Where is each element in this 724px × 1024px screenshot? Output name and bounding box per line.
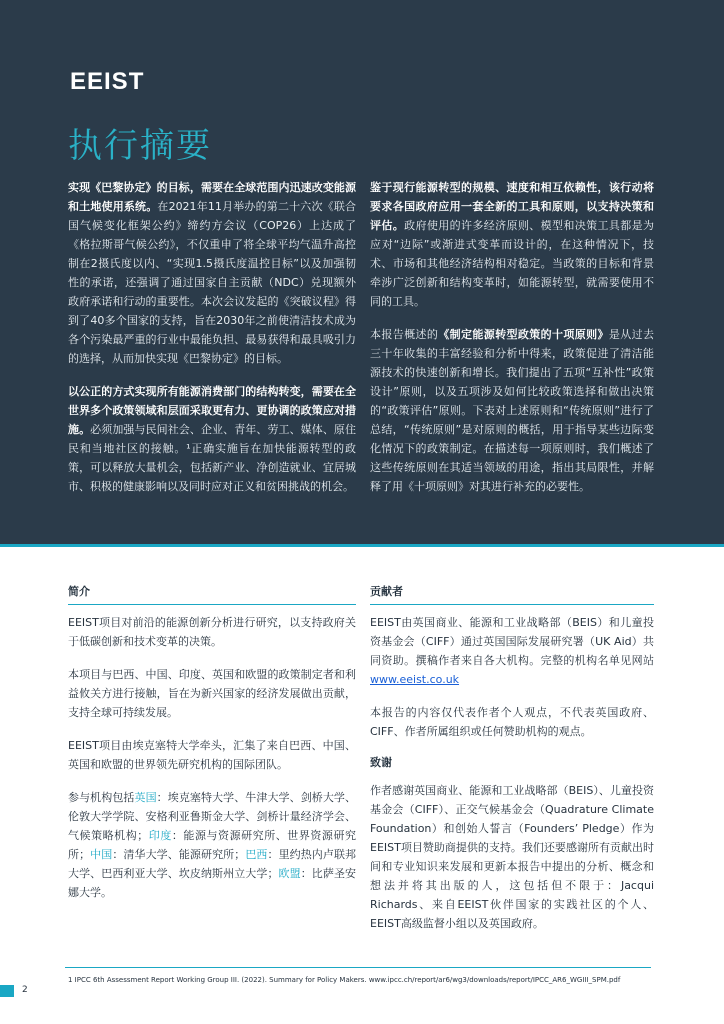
intro-heading: 简介 (68, 584, 356, 605)
page-marker (0, 985, 14, 997)
summary-lead-4: 《制定能源转型政策的十项原则》 (438, 328, 609, 341)
intro-paragraph-4 (68, 788, 356, 902)
intro-paragraph-1: EEIST项目对前沿的能源创新分析进行研究，以支持政府关于低碳创新和技术变革的决策。 (68, 616, 356, 648)
country-india: 印度 (148, 829, 172, 842)
summary-paragraph-4 (370, 325, 654, 496)
participants-uk: ：埃克塞特大学、牛津大学、剑桥大学、伦敦大学学院、安格利亚鲁斯金大学、剑桥计量经济学会、气候策略机构； (68, 791, 357, 842)
participants-eu: ：比萨圣安娜大学。 (68, 867, 357, 899)
country-eu: 欧盟 (278, 867, 301, 880)
contributors-text: EEIST由英国商业、能源和工业战略部（BEIS）和儿童投资基金会（CIFF）通过英国国际发展研究署（UK Aid）共同资助。撰稿作者来自各大机构。完整的机构名单见网站 (370, 616, 654, 667)
summary-pre-4: 本报告概述的 (370, 328, 439, 341)
summary-paragraph-2 (68, 382, 356, 496)
summary-lead-1: 实现《巴黎协定》的目标，需要在全球范围内迅速改变能源和土地使用系统。 (68, 181, 356, 213)
participants-china: ：清华大学、能源研究所； (112, 848, 246, 861)
country-china: 中国 (90, 848, 113, 861)
summary-text-3: 政府使用的许多经济原则、模型和决策工具都是为应对“边际”或渐进式变革而设计的，在这种情况下，技术、市场和其他经济结构相对稳定。当政策的目标和背景牵涉广泛创新和结构变革时，如能源转型，就需要使用不同的工具。 (370, 219, 654, 308)
contributors-heading: 贡献者 (370, 584, 654, 605)
participants-brazil: ：里约热内卢联邦大学、巴西利亚大学、坎皮纳斯州立大学； (68, 848, 357, 880)
summary-left-column (68, 178, 356, 510)
eeist-website-link[interactable]: www.eeist.co.uk (370, 673, 460, 686)
country-brazil: 巴西 (245, 848, 268, 861)
intro-paragraph-2: 本项目与巴西、中国、印度、英国和欧盟的政策制定者和利益攸关方进行接触，旨在为新兴国家的经济发展做出贡献，支持全球可持续发展。 (68, 668, 356, 719)
section-divider (0, 544, 724, 547)
summary-lead-3: 鉴于现行能源转型的规模、速度和相互依赖性，该行动将要求各国政府应用一套全新的工具和原则，以支持决策和评估。 (370, 181, 654, 232)
page-number: 2 (22, 985, 28, 995)
summary-text-4: 是从过去三十年收集的丰富经验和分析中得来，政策促进了清洁能源技术的快速创新和增长。我们提出了五项“互补性”政策设计”原则，以及五项涉及如何比较政策选择和做出决策的“政策评估”原则。下表对上述原则和“传统原则”进行了总结，“传统原则”是对原则的概括，用于指导某些边际变化情况下的政策制定。在描述每一项原则时，我们概述了这些传统原则在其适当领域的用途，指出其局限性，并解释了用《十项原则》对其进行补充的必要性。 (370, 328, 654, 493)
brand-logo: EEIST (70, 68, 145, 95)
page-title: 执行摘要 (68, 126, 212, 166)
footnote-rule (65, 967, 651, 968)
acknowledgements-heading: 致谢 (370, 756, 392, 769)
acknowledgements-paragraph: 作者感谢英国商业、能源和工业战略部（BEIS）、儿童投资基金会（CIFF）、正交气候基金会（Quadrature Climate Foundation）和创始人誓言（Founders’ Pledge）作为EEIST项目赞助商提供的支持。我们还要感谢所有贡献出时间和专业知识来发展和更新本报告中提出的分析、概念和想法并将其出版的人，这包括但不限于：Jacqui Richards、来自EEIST伙伴国家的实践社区的个人、EEIST高级监督小组以及英国政府。 (370, 784, 654, 930)
summary-paragraph-3 (370, 178, 654, 311)
country-uk: 英国 (134, 791, 157, 804)
participants-india: ：能源与资源研究所、世界资源研究所； (68, 829, 356, 861)
intro-column (68, 584, 356, 916)
contributors-paragraph-1 (370, 613, 654, 689)
contributors-paragraph-2: 本报告的内容仅代表作者个人观点，不代表英国政府、CIFF、作者所属组织或任何赞助机构的观点。 (370, 706, 654, 738)
participants-lead: 参与机构包括 (68, 791, 135, 804)
contributors-column (370, 584, 654, 947)
intro-paragraph-3: EEIST项目由埃克塞特大学牵头，汇集了来自巴西、中国、英国和欧盟的世界领先研究机构的国际团队。 (68, 739, 356, 771)
summary-text-1: 在2021年11月举办的第二十六次《联合国气候变化框架公约》缔约方会议（COP26）上达成了《格拉斯哥气候公约》，不仅重申了将全球平均气温升高控制在2摄氏度以内、“实现1.5摄氏度温控目标”以及加强韧性的承诺，还强调了通过国家自主贡献（NDC）兑现额外政府承诺和行动的重要性。本次会议发起的《突破议程》得到了40多个国家的支持，旨在2030年之前使清洁技术成为各个污染最严重的行业中最能负担、最易获得和最具吸引力的选择，从而加快实现《巴黎协定》的目标。 (68, 200, 356, 365)
summary-paragraph-1 (68, 178, 356, 368)
summary-right-column (370, 178, 654, 510)
footnote: 1 IPCC 6th Assessment Report Working Group III. (2022). Summary for Policy Makers. www.ipcc.ch/report/ar6/wg3/downloads/report/IPCC_AR6_WGIII_SPM.pdf (68, 976, 621, 984)
summary-lead-2: 以公正的方式实现所有能源消费部门的结构转变，需要在全世界多个政策领域和层面采取更有力、更协调的政策应对措施。 (68, 385, 356, 436)
summary-text-2: 必须加强与民间社会、企业、青年、劳工、媒体、原住民和当地社区的接触。¹正确实施旨在加快能源转型的政策，可以释放大量机会，包括新产业、净创造就业、宜居城市、积极的健康影响以及同时应对正义和贫困挑战的机会。 (68, 423, 357, 493)
